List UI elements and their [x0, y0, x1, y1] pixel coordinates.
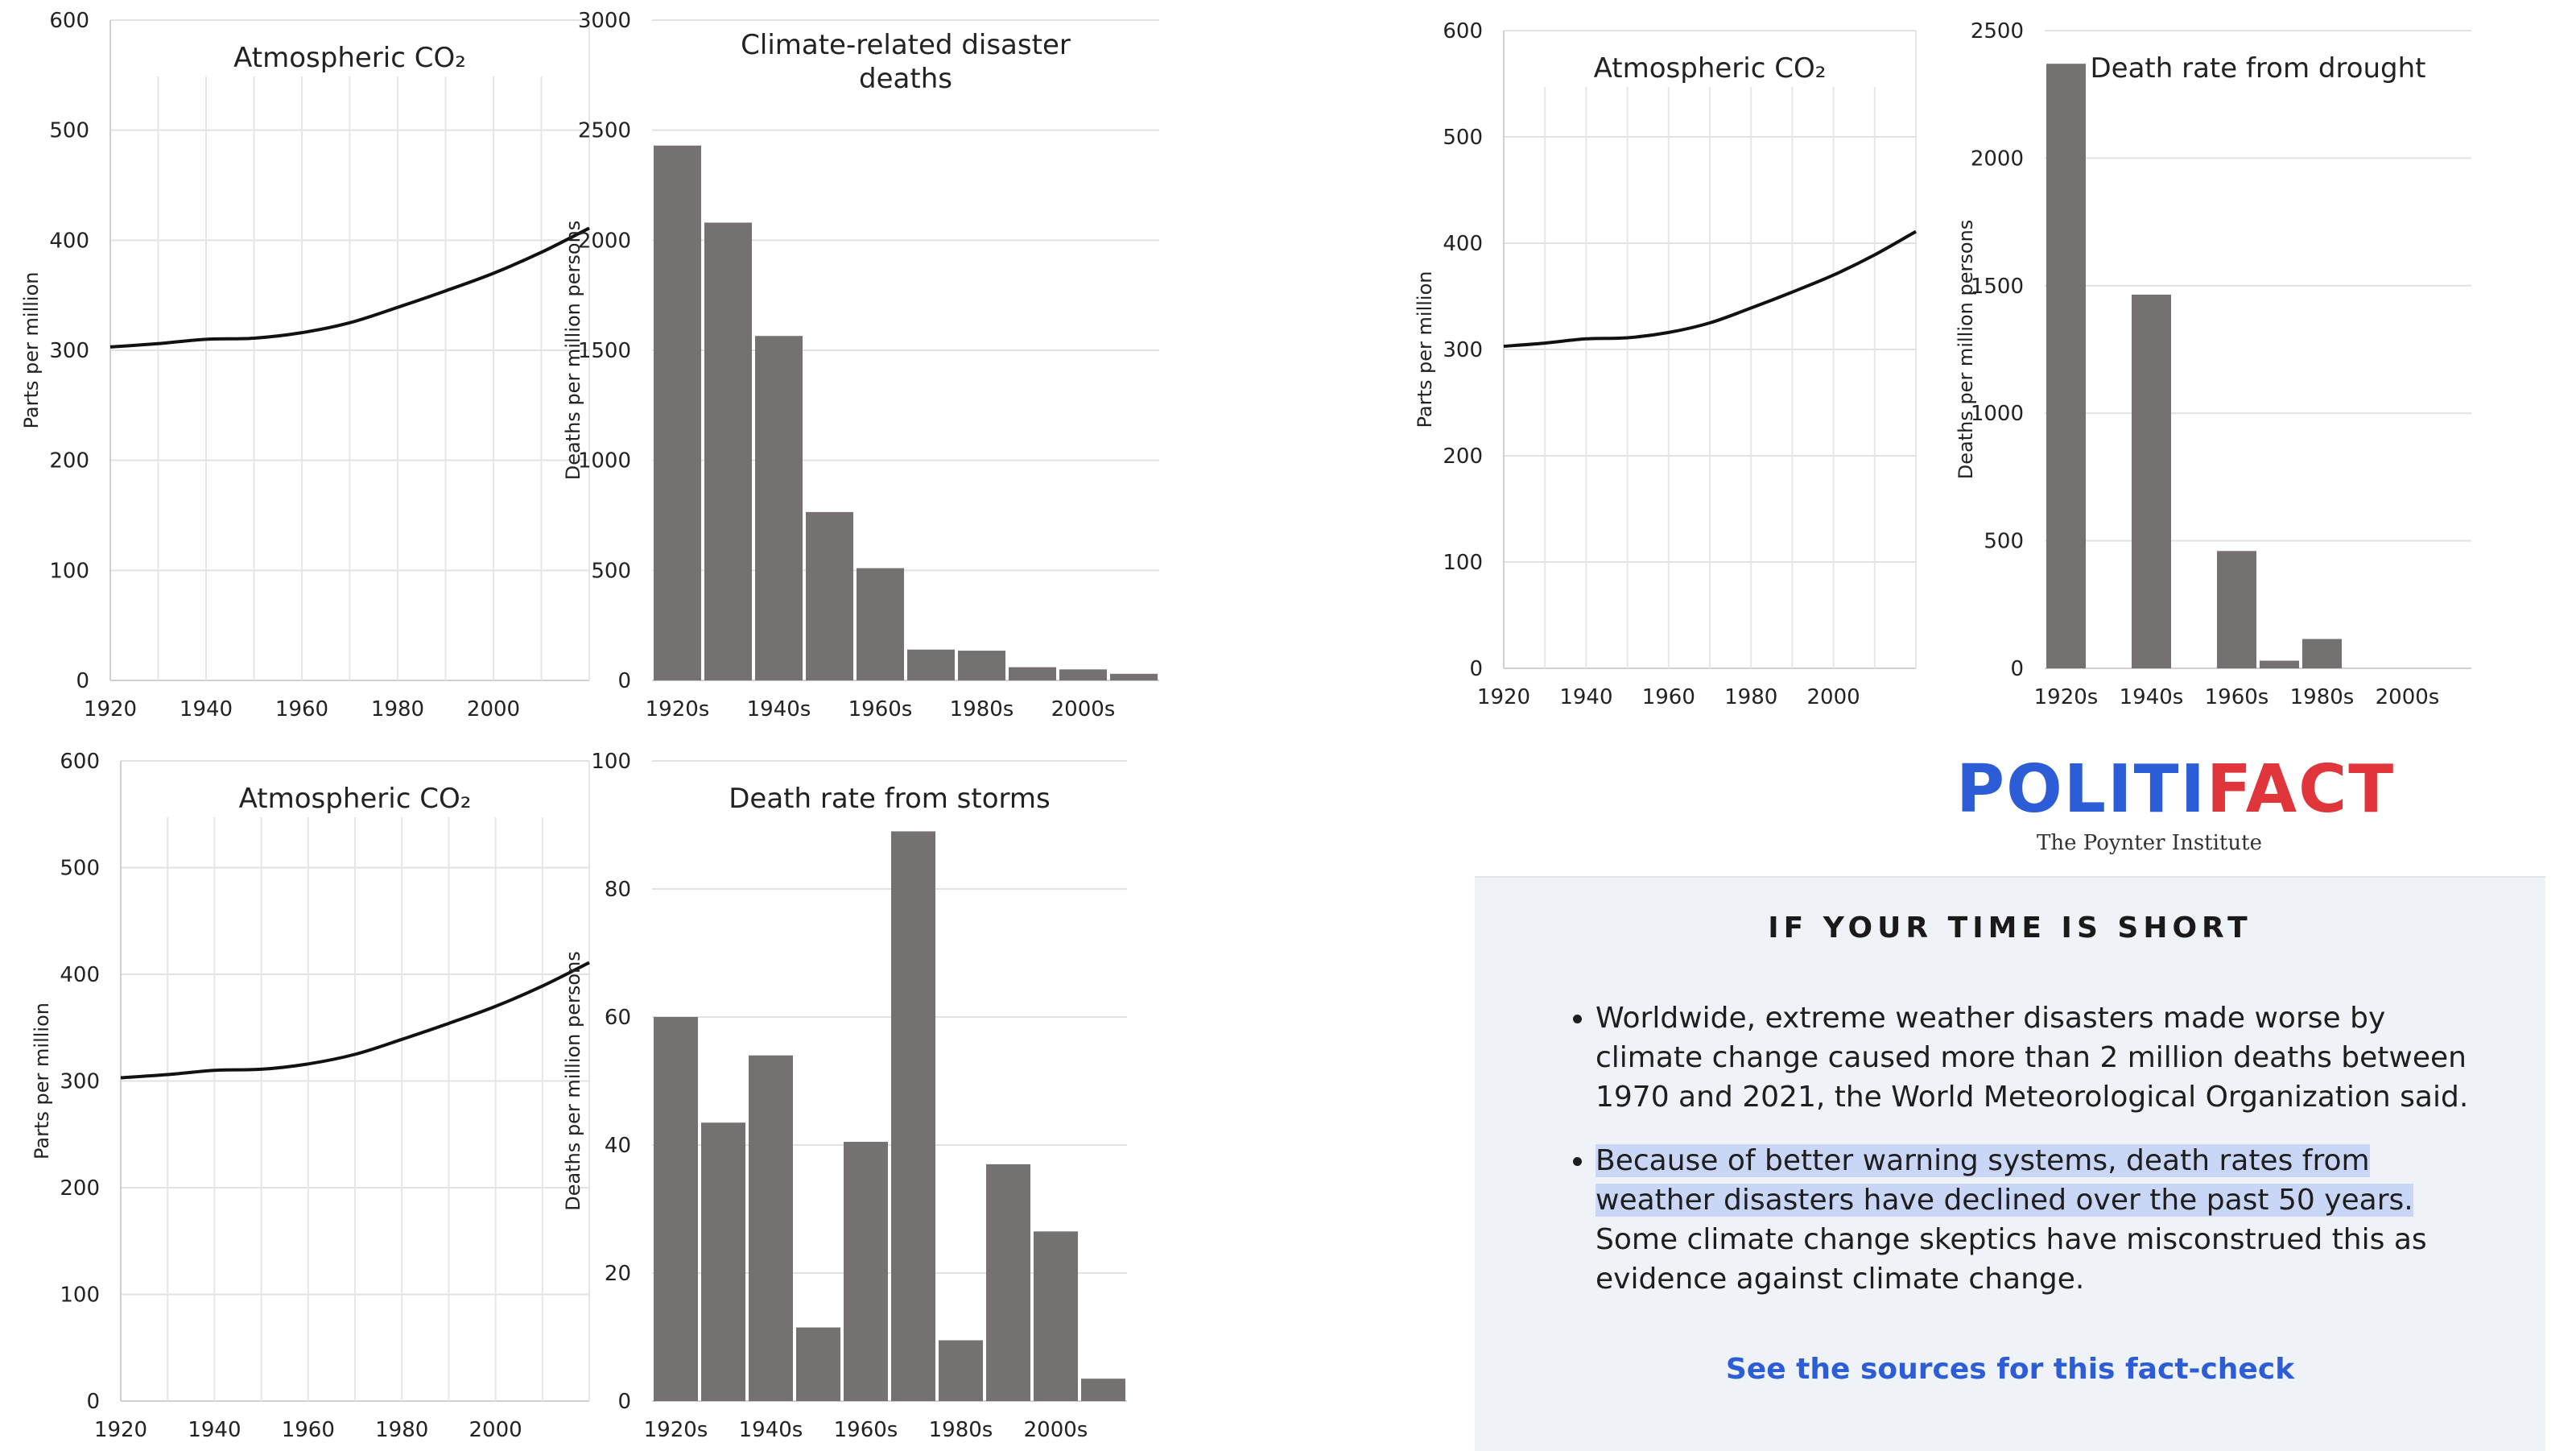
bar-2010s — [1081, 1379, 1125, 1401]
x-tick-label: 2000 — [466, 697, 521, 721]
x-tick-label: 2000 — [1806, 685, 1860, 709]
bar-1950s — [796, 1328, 840, 1401]
y-axis-label: Parts per million — [1414, 271, 1436, 428]
chart-storm-deaths — [562, 741, 1175, 1449]
bar-2000s — [1059, 669, 1107, 680]
politifact-logo — [1956, 751, 2396, 855]
y-tick-label: 1500 — [577, 339, 631, 363]
bar-1960s — [2217, 551, 2256, 668]
y-tick-label: 500 — [591, 559, 631, 584]
y-tick-label: 0 — [2010, 657, 2024, 681]
bar-1950s — [806, 512, 853, 680]
y-tick-label: 200 — [60, 1176, 100, 1201]
x-tick-label: 1940s — [746, 697, 811, 721]
y-tick-label: 1000 — [577, 449, 631, 473]
y-tick-label: 500 — [1443, 126, 1483, 150]
y-axis-label: Deaths per million persons — [1955, 219, 1977, 480]
x-tick-label: 1980s — [949, 697, 1014, 721]
bar-1990s — [986, 1164, 1030, 1401]
bar-1980s — [2302, 639, 2342, 668]
x-tick-label: 1940 — [179, 697, 233, 721]
chart-title — [741, 29, 1071, 95]
x-tick-label: 1940s — [738, 1418, 803, 1442]
chart-title: Atmospheric CO₂ — [1593, 52, 1827, 85]
y-tick-label: 1500 — [1970, 274, 2024, 299]
chart-co2-top-left — [20, 0, 612, 733]
bar-1920s — [654, 146, 701, 680]
chart-title-line: Climate-related disaster — [741, 29, 1071, 61]
x-tick-label: 1980 — [1724, 685, 1778, 709]
bar-1970s — [891, 831, 935, 1401]
plot-group — [562, 9, 1159, 721]
y-tick-label: 0 — [1469, 657, 1483, 681]
bar-2010s — [1110, 674, 1158, 680]
y-tick-label: 2500 — [1970, 19, 2024, 43]
chart-disaster-deaths — [562, 0, 1175, 733]
x-tick-label: 1920s — [643, 1418, 708, 1442]
chart-co2-top-right — [1401, 0, 1948, 725]
x-tick-label: 1980 — [375, 1418, 429, 1442]
x-tick-label: 1980 — [370, 697, 425, 721]
logo-subtitle: The Poynter Institute — [2037, 831, 2262, 855]
chart-drought-deaths — [1948, 0, 2512, 725]
bar-1990s — [1009, 668, 1056, 680]
x-tick-label: 2000s — [1023, 1418, 1088, 1442]
x-tick-label: 1960 — [1641, 685, 1695, 709]
y-tick-label: 60 — [604, 1006, 631, 1030]
y-tick-label: 100 — [60, 1283, 100, 1308]
y-tick-label: 500 — [49, 118, 89, 143]
y-tick-label: 600 — [49, 9, 89, 33]
x-tick-label: 1920s — [645, 697, 710, 721]
x-tick-label: 2000s — [2375, 685, 2440, 709]
bar-1960s — [857, 568, 904, 680]
y-tick-label: 600 — [60, 750, 100, 774]
plot-group — [1414, 19, 1916, 709]
x-tick-label: 1960 — [275, 697, 329, 721]
y-axis-label: Deaths per million persons — [562, 220, 584, 481]
y-tick-label: 2000 — [1970, 147, 2024, 172]
bar-1930s — [704, 222, 752, 680]
x-tick-label: 1960s — [833, 1418, 898, 1442]
x-tick-label: 1920 — [1476, 685, 1531, 709]
chart-title: Atmospheric CO₂ — [233, 42, 466, 74]
y-tick-label: 300 — [1443, 338, 1483, 362]
y-tick-label: 3000 — [577, 9, 631, 33]
logo-word-politi: POLITI — [1956, 751, 2207, 828]
chart-title-line: deaths — [859, 63, 952, 95]
x-tick-label: 1940 — [1559, 685, 1613, 709]
y-tick-label: 100 — [591, 750, 631, 774]
y-tick-label: 0 — [76, 669, 89, 693]
x-tick-label: 1940 — [188, 1418, 242, 1442]
y-tick-label: 400 — [49, 229, 89, 254]
x-tick-label: 2000s — [1051, 697, 1116, 721]
bar-1980s — [939, 1340, 983, 1401]
y-axis-label: Deaths per million persons — [562, 951, 584, 1211]
y-tick-label: 40 — [604, 1134, 631, 1158]
bar-1930s — [701, 1122, 745, 1401]
y-tick-label: 300 — [49, 339, 89, 363]
sources-link[interactable]: See the sources for this fact-check — [1725, 1353, 2295, 1386]
x-tick-label: 1980s — [2289, 685, 2355, 709]
x-tick-label: 1920 — [83, 697, 138, 721]
y-tick-label: 100 — [49, 559, 89, 584]
bar-1940s — [2132, 295, 2171, 668]
y-tick-label: 500 — [1984, 529, 2024, 554]
x-tick-label: 1960 — [281, 1418, 335, 1442]
x-tick-label: 1960s — [848, 697, 913, 721]
y-tick-label: 2000 — [577, 229, 631, 254]
x-tick-label: 1980s — [928, 1418, 993, 1442]
y-tick-label: 0 — [617, 669, 631, 693]
bar-1960s — [844, 1142, 888, 1401]
bar-1940s — [755, 336, 803, 680]
chart-co2-bottom-left — [31, 741, 612, 1449]
bar-1920s — [654, 1017, 698, 1401]
bar-1920s — [2046, 64, 2086, 668]
y-tick-label: 100 — [1443, 551, 1483, 575]
y-tick-label: 200 — [1443, 444, 1483, 469]
y-tick-label: 600 — [1443, 19, 1483, 43]
summary-heading: IF YOUR TIME IS SHORT — [1768, 912, 2252, 945]
bar-1940s — [749, 1056, 793, 1401]
chart-title: Death rate from drought — [2090, 52, 2426, 85]
y-tick-label: 80 — [604, 878, 631, 902]
y-axis-label: Parts per million — [20, 271, 43, 429]
y-tick-label: 2500 — [577, 118, 631, 143]
plot-group — [1955, 19, 2471, 709]
bar-1980s — [958, 651, 1005, 680]
plot-group — [31, 750, 589, 1442]
summary-bullet-2-rest: Some climate change skeptics have misconstrued this as evidence against climate change. — [1596, 1223, 2427, 1296]
y-tick-label: 400 — [60, 963, 100, 987]
highlighted-text: Because of better warning systems, death rates from weather disasters have declined over the past 50 years. — [1596, 1144, 2413, 1217]
bar-2000s — [1034, 1231, 1078, 1401]
summary-bullet-1: • Worldwide, extreme weather disasters made worse by climate change caused more than 2 million deaths between 1970 and 2021, the World Meteorological Organization said. — [1596, 998, 2481, 1117]
summary-bullet-2 — [1596, 1141, 2481, 1299]
y-tick-label: 1000 — [1970, 402, 2024, 427]
y-tick-label: 20 — [604, 1262, 631, 1286]
y-tick-label: 200 — [49, 449, 89, 473]
summary-panel — [1475, 876, 2545, 1451]
y-tick-label: 300 — [60, 1069, 100, 1094]
bar-1970s — [907, 650, 955, 680]
x-tick-label: 1940s — [2119, 685, 2184, 709]
plot-group — [20, 9, 589, 721]
bar-1970s — [2260, 660, 2299, 668]
logo-word-fact: FACT — [2207, 751, 2396, 828]
chart-title: Death rate from storms — [729, 783, 1051, 815]
y-tick-label: 400 — [1443, 232, 1483, 256]
y-axis-label: Parts per million — [31, 1002, 53, 1160]
x-tick-label: 1960s — [2204, 685, 2269, 709]
x-tick-label: 1920s — [2033, 685, 2099, 709]
summary-list — [1563, 998, 2481, 1323]
logo-wordmark — [1956, 751, 2396, 828]
x-tick-label: 2000 — [469, 1418, 522, 1442]
plot-group — [562, 750, 1127, 1442]
y-tick-label: 500 — [60, 856, 100, 881]
y-tick-label: 0 — [617, 1390, 631, 1414]
chart-title: Atmospheric CO₂ — [238, 783, 472, 815]
y-tick-label: 0 — [86, 1390, 100, 1414]
x-tick-label: 1920 — [93, 1418, 148, 1442]
